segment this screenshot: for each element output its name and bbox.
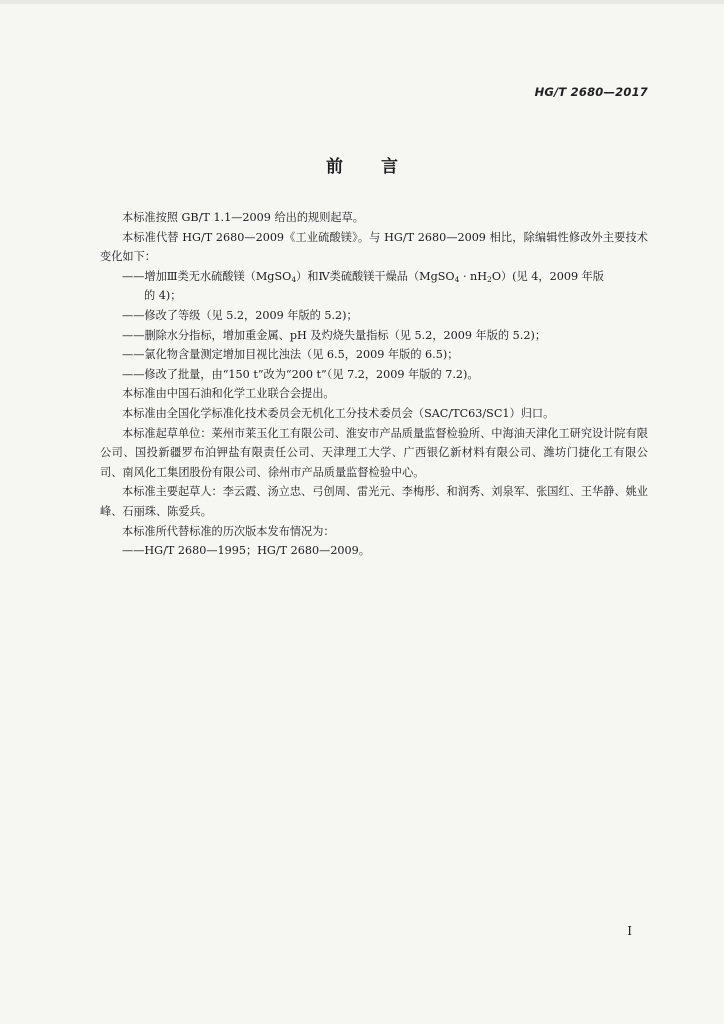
scan-edge [0,0,724,4]
page-number: I [627,924,632,938]
preface-body [100,208,648,561]
paragraph-drafting-units: 本标准起草单位：莱州市莱玉化工有限公司、淮安市产品质量监督检验所、中海油天津化工研究设计院有限公司、国投新疆罗布泊钾盐有限责任公司、天津理工大学、广西银亿新材料有限公司、潍坊门捷化工有限公司、南风化工集团股份有限公司、徐州市产品质量监督检验中心。 [100,426,648,479]
change-item-2: ——修改了等级（见 5.2，2009 年版的 5.2)； [122,308,358,322]
change-item-1-continued: 的 4)； [144,289,182,303]
paragraph-drafters: 本标准主要起草人：李云霞、汤立忠、弓创周、雷光元、李梅彤、和润秀、刘泉军、张国红、王华静、姚业峰、石丽珠、陈爱兵。 [100,485,648,518]
paragraph-history-intro: 本标准所代替标准的历次版本发布情况为： [122,524,335,538]
paragraph-committee: 本标准由全国化学标准化技术委员会无机化工分技术委员会（SAC/TC63/SC1）归口。 [122,406,555,420]
paragraph-drafting-rules: 本标准按照 GB/T 1.1—2009 给出的规则起草。 [122,211,364,224]
document-code: HG/T 2680—2017 [534,85,648,99]
history-item: ——HG/T 2680—1995；HG/T 2680—2009。 [122,544,370,558]
change-item-4: ——氯化物含量测定增加目视比浊法（见 6.5，2009 年版的 6.5)； [122,348,459,362]
change-item-1: ——增加Ⅲ类无水硫酸镁（MgSO$_4$）和Ⅳ类硫酸镁干燥品（MgSO$_4$ · $nH_2O$）(见 4，2009 年版 [122,269,604,284]
page-title: 前言 [326,157,436,177]
paragraph-proposer: 本标准由中国石油和化学工业联合会提出。 [122,387,335,401]
paragraph-replacement: 本标准代替 HG/T 2680—2009《工业硫酸镁》。与 HG/T 2680—2009 相比，除编辑性修改外主要技术变化如下： [100,230,648,264]
change-item-5: ——修改了批量，由“150 t”改为“200 t”（见 7.2，2009 年版的 7.2)。 [122,367,479,381]
change-item-3: ——删除水分指标，增加重金属、pH 及灼烧失量指标（见 5.2，2009 年版的 5.2)； [122,328,547,342]
